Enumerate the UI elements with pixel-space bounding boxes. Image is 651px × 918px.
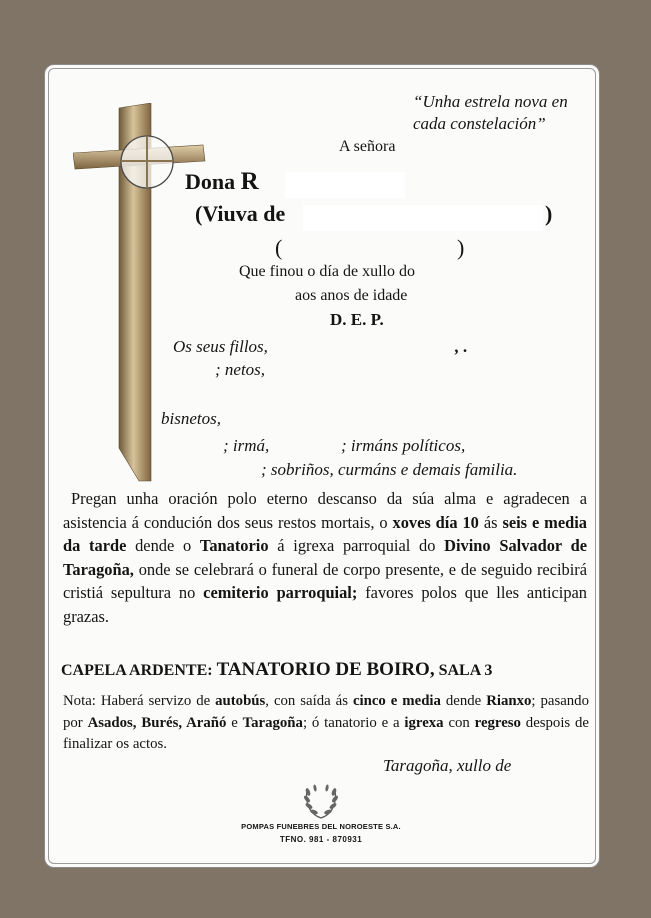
text-run: Taragoña bbox=[242, 714, 303, 731]
text-run: ; pasando por bbox=[63, 693, 589, 731]
chapel-room: SALA 3 bbox=[434, 662, 493, 679]
widow-line bbox=[195, 201, 553, 227]
text-run: , con saída ás bbox=[265, 693, 353, 709]
family-sister: ; irmá, bbox=[223, 436, 270, 455]
family-children: Os seus fillos, bbox=[173, 337, 268, 356]
family-children-tail: , . bbox=[455, 337, 468, 356]
text-run: dende bbox=[440, 693, 487, 709]
paren-open: ( bbox=[275, 235, 283, 260]
text-run: Asados, Burés, Arañó bbox=[87, 714, 227, 731]
service-paragraph bbox=[63, 487, 587, 628]
chapel-line bbox=[61, 659, 492, 681]
text-run: despois de finalizar os actos. bbox=[63, 714, 590, 752]
family-great-grandchildren: bisnetos, bbox=[161, 409, 221, 428]
text-run: Nota: Haberá servizo de bbox=[63, 693, 216, 709]
quote-line-1: “Unha estrela nova en bbox=[413, 92, 568, 111]
text-run: á igrexa parroquial do bbox=[268, 536, 445, 555]
text-run: dende o bbox=[126, 536, 200, 555]
text-run: onde se celebrará o funeral de corpo presente, e de seguido recibirá cristiá sepultura no bbox=[63, 559, 587, 602]
text-run: seis e media da tarde bbox=[63, 512, 587, 555]
laurel-wreath-icon bbox=[299, 780, 343, 820]
redaction-block bbox=[303, 205, 543, 231]
bus-note bbox=[63, 691, 589, 756]
text-run: Tanatorio bbox=[199, 536, 269, 555]
text-run: ; ó tanatorio e a bbox=[302, 714, 405, 731]
text-run: Rianxo bbox=[486, 693, 532, 709]
death-age: aos anos de idade bbox=[295, 287, 408, 304]
quote-line-2: cada constelación” bbox=[413, 114, 546, 133]
paren-close: ) bbox=[457, 235, 465, 260]
name-initial: R bbox=[240, 168, 259, 195]
family-grandchildren: ; netos, bbox=[215, 360, 266, 379]
company-phone: TFNO. 981 - 870931 bbox=[279, 835, 363, 844]
text-run: con bbox=[443, 714, 475, 731]
text-run: xoves día 10 bbox=[392, 512, 479, 532]
widow-close: ) bbox=[545, 201, 553, 226]
text-run: igrexa bbox=[404, 714, 444, 731]
chapel-place: TANATORIO DE BOIRO, bbox=[216, 659, 435, 680]
text-run: regreso bbox=[474, 714, 521, 731]
redaction-block bbox=[285, 172, 405, 198]
family-nephews-cousins: ; sobriños, curmáns e demais familia. bbox=[261, 460, 518, 479]
widow-open: (Viuva de bbox=[195, 201, 286, 226]
text-run: ás bbox=[478, 512, 503, 532]
text-run: cemiterio parroquial; bbox=[203, 583, 358, 602]
text-run: favores polos que lles anticipan grazas. bbox=[63, 583, 587, 626]
family-in-laws: ; irmáns políticos, bbox=[341, 436, 466, 455]
text-run: Pregan unha oración polo eterno descanso da súa alma e agradecen a asistencia á condución dos seus restos mortais, o bbox=[63, 489, 587, 532]
deceased-name bbox=[185, 168, 259, 196]
obituary-card bbox=[44, 64, 600, 868]
salutation: A señora bbox=[339, 138, 396, 155]
maiden-name-line bbox=[275, 235, 465, 261]
death-date: Que finou o día de xullo do bbox=[239, 263, 415, 280]
text-run: cinco e media bbox=[352, 693, 441, 709]
text-run: autobús bbox=[215, 693, 266, 709]
text-run: e bbox=[226, 714, 243, 731]
company-name: POMPAS FUNEBRES DEL NOROESTE S.A. bbox=[241, 822, 401, 831]
text-run: Divino Salvador de Taragoña, bbox=[63, 536, 588, 579]
chapel-label: CAPELA ARDENTE: bbox=[61, 662, 217, 679]
epigraph-quote bbox=[413, 91, 568, 135]
rip-text: D. E. P. bbox=[330, 310, 384, 329]
name-prefix: Dona bbox=[185, 169, 241, 194]
closing-place-date: Taragoña, xullo de bbox=[383, 756, 512, 775]
